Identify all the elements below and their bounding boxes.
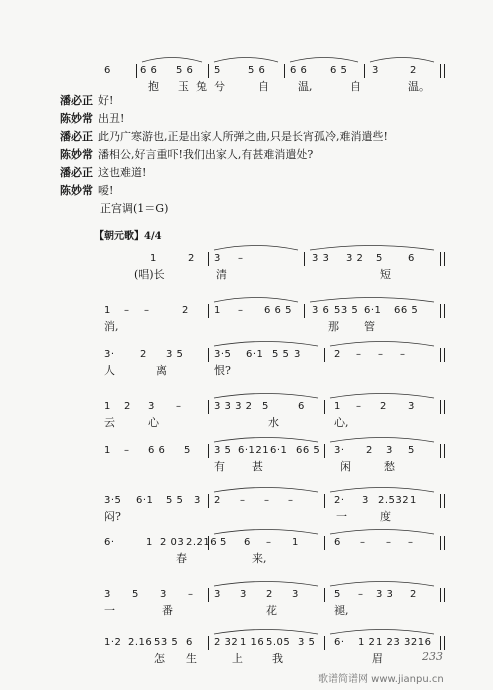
note-group: 1 bbox=[410, 495, 417, 506]
note-group: 3 bbox=[240, 589, 247, 600]
note-group: – bbox=[358, 589, 364, 600]
note-group: 2 bbox=[266, 589, 273, 600]
slur-arc bbox=[330, 630, 434, 635]
lyric-syllable: 花 bbox=[266, 604, 277, 617]
note-group: 5 5 bbox=[166, 495, 184, 506]
slur-arc bbox=[330, 582, 434, 587]
note-group: 6·1 bbox=[136, 495, 154, 506]
bar-line bbox=[304, 304, 305, 318]
slur-arc bbox=[214, 394, 318, 399]
note-group: 3 bbox=[292, 589, 299, 600]
bar-line bbox=[208, 494, 209, 508]
note-group: – bbox=[266, 537, 272, 548]
note-group: 5 bbox=[214, 65, 221, 76]
note-group: 5 bbox=[408, 445, 415, 456]
note-group: 2 bbox=[410, 65, 417, 76]
tune-name: 【朝元歌】 bbox=[94, 231, 144, 242]
bar-line bbox=[208, 400, 209, 414]
note-group: 2.216 bbox=[186, 537, 218, 548]
note-group: 1 bbox=[146, 537, 153, 548]
note-group: 1 bbox=[292, 537, 299, 548]
note-group: 2 bbox=[182, 305, 189, 316]
slur-arc bbox=[370, 58, 434, 63]
lyric-syllable: 温, bbox=[298, 80, 313, 93]
lyric-syllable: 心 bbox=[148, 416, 159, 429]
note-group: 3· bbox=[334, 445, 345, 456]
note-group: 2 bbox=[380, 401, 387, 412]
bar-line bbox=[364, 64, 365, 78]
staff-line bbox=[0, 628, 493, 665]
note-group: 3 bbox=[294, 349, 301, 360]
bar-line bbox=[136, 64, 137, 78]
lyric-syllable: 我 bbox=[272, 652, 283, 665]
dialogue-text: 潘相公,好言重吓!我们出家人,有甚难消遣处? bbox=[98, 148, 314, 161]
note-group: – bbox=[356, 349, 362, 360]
note-group: 3 bbox=[386, 445, 393, 456]
slur-arc bbox=[214, 342, 318, 347]
note-group: 6·1 bbox=[246, 349, 264, 360]
speaker-name: 潘必正 bbox=[60, 130, 93, 143]
staff-line bbox=[0, 486, 493, 523]
note-group: 3· bbox=[104, 349, 115, 360]
lyric-syllable: 自 bbox=[350, 80, 361, 93]
note-group: 1 bbox=[104, 445, 111, 456]
bar-line bbox=[304, 252, 305, 266]
note-group: 5 bbox=[220, 537, 227, 548]
lyric-syllable: 自 bbox=[258, 80, 269, 93]
slur-arc bbox=[142, 58, 202, 63]
lyric-syllable: 人 bbox=[104, 364, 115, 377]
note-group: 3·5 bbox=[214, 349, 232, 360]
bar-line bbox=[440, 536, 445, 550]
note-group: 2· bbox=[334, 495, 345, 506]
note-group: – bbox=[238, 253, 244, 264]
bar-line bbox=[440, 400, 445, 414]
slur-arc bbox=[290, 58, 358, 63]
lyric-syllable: 愁 bbox=[384, 460, 395, 473]
lyric-syllable: 眉 bbox=[372, 652, 383, 665]
lyric-syllable: 有 bbox=[214, 460, 225, 473]
note-group: 1 bbox=[214, 305, 221, 316]
note-group: 6 6 bbox=[290, 65, 308, 76]
note-group: 3 bbox=[214, 589, 221, 600]
note-group: 3 bbox=[372, 65, 379, 76]
dialogue-line bbox=[60, 110, 124, 126]
bar-line bbox=[208, 636, 209, 650]
slur-arc bbox=[330, 488, 434, 493]
bar-line bbox=[324, 348, 325, 362]
note-group: 5 6 bbox=[248, 65, 266, 76]
note-group: 5 bbox=[184, 445, 191, 456]
lyric-syllable: 上 bbox=[232, 652, 243, 665]
bar-line bbox=[440, 304, 445, 318]
bar-line bbox=[440, 252, 445, 266]
note-group: 6·1 bbox=[364, 305, 382, 316]
lyric-syllable: 甚 bbox=[252, 460, 263, 473]
lyric-syllable: 云 bbox=[104, 416, 115, 429]
dialogue-line bbox=[60, 182, 113, 198]
lyric-syllable: 生 bbox=[186, 652, 197, 665]
lyric-syllable: 那 bbox=[328, 320, 339, 333]
bar-line bbox=[440, 444, 445, 458]
note-group: 2 bbox=[124, 401, 131, 412]
note-group: 2 03 bbox=[160, 537, 185, 548]
note-group: 1 bbox=[104, 401, 111, 412]
note-group: – bbox=[124, 445, 130, 456]
note-group: 3 bbox=[214, 253, 221, 264]
slur-arc bbox=[330, 438, 434, 443]
note-group: 3 6 bbox=[312, 305, 330, 316]
slur-arc bbox=[310, 298, 434, 303]
note-group: 3 3 bbox=[312, 253, 330, 264]
watermark: 歌谱简谱网 www.jianpu.cn bbox=[318, 674, 444, 685]
lyric-syllable: 水 bbox=[268, 416, 279, 429]
note-group: 66 5 bbox=[296, 445, 321, 456]
lyric-syllable: 番 bbox=[162, 604, 173, 617]
note-group: 3216 bbox=[404, 637, 432, 648]
bar-line bbox=[208, 304, 209, 318]
lyric-syllable: 抱 bbox=[148, 80, 159, 93]
page-number: 233 bbox=[422, 650, 443, 663]
note-group: 6 6 bbox=[140, 65, 158, 76]
note-group: 3 3 3 2 bbox=[214, 401, 253, 412]
slur-group bbox=[0, 244, 493, 278]
dialogue-text: 嗳! bbox=[98, 184, 114, 197]
note-group: 3 bbox=[362, 495, 369, 506]
note-group: – bbox=[144, 305, 150, 316]
lyric-syllable: 春 bbox=[176, 552, 187, 565]
note-group: 3·5 bbox=[104, 495, 122, 506]
bar-line bbox=[324, 588, 325, 602]
staff-line bbox=[0, 528, 493, 565]
note-group: 3 bbox=[148, 401, 155, 412]
note-group: 5.05 bbox=[266, 637, 291, 648]
bar-line bbox=[324, 636, 325, 650]
note-group: – bbox=[124, 305, 130, 316]
lyric-syllable: 心, bbox=[334, 416, 349, 429]
staff-line bbox=[0, 392, 493, 429]
slur-arc bbox=[214, 58, 278, 63]
slur-arc bbox=[214, 488, 318, 493]
slur-arc bbox=[214, 630, 318, 635]
slur-arc bbox=[214, 438, 318, 443]
bar-line bbox=[208, 252, 209, 266]
note-group: 5 bbox=[262, 401, 269, 412]
lyric-syllable: 离 bbox=[156, 364, 167, 377]
note-group: 3 5 bbox=[298, 637, 316, 648]
note-group: 1 bbox=[150, 253, 157, 264]
staff-line bbox=[0, 56, 493, 93]
note-group: 3 3 bbox=[376, 589, 394, 600]
speaker-name: 陈妙常 bbox=[60, 184, 93, 197]
slur-arc bbox=[214, 530, 318, 535]
bar-line bbox=[208, 64, 209, 78]
bar-line bbox=[208, 588, 209, 602]
note-group: – bbox=[240, 495, 246, 506]
dialogue-line bbox=[60, 92, 113, 108]
note-group: 6 6 5 bbox=[264, 305, 292, 316]
note-group: 1 16 bbox=[240, 637, 265, 648]
lyric-syllable: 清 bbox=[216, 268, 227, 281]
slur-arc bbox=[330, 394, 434, 399]
note-group: 6 bbox=[334, 537, 341, 548]
note-group: – bbox=[288, 495, 294, 506]
note-group: 6 bbox=[186, 637, 193, 648]
note-group: 53 5 bbox=[334, 305, 359, 316]
bar-line bbox=[440, 636, 445, 650]
dialogue-text: 出丑! bbox=[98, 112, 125, 125]
note-group: – bbox=[264, 495, 270, 506]
staff-line bbox=[0, 436, 493, 473]
note-group: 1 bbox=[104, 305, 111, 316]
lyric-syllable: 管 bbox=[364, 320, 375, 333]
note-group: – bbox=[408, 537, 414, 548]
note-group: 3 5 bbox=[214, 445, 232, 456]
bar-line bbox=[324, 536, 325, 550]
slur-arc bbox=[330, 530, 434, 535]
lyric-syllable: 一 bbox=[336, 510, 347, 523]
note-group: 3 5 bbox=[166, 349, 184, 360]
note-group: 5 5 bbox=[272, 349, 290, 360]
lyric-syllable: 闷? bbox=[104, 510, 121, 523]
note-group: 3 bbox=[194, 495, 201, 506]
slur-arc bbox=[310, 246, 434, 251]
speaker-name: 陈妙常 bbox=[60, 112, 93, 125]
bar-line bbox=[324, 400, 325, 414]
dialogue-line bbox=[60, 164, 146, 180]
bar-line bbox=[208, 348, 209, 362]
note-group: 2 bbox=[214, 495, 221, 506]
slur-arc bbox=[214, 298, 298, 303]
note-group: 1·2 bbox=[104, 637, 122, 648]
note-group: 6· bbox=[104, 537, 115, 548]
lyric-syllable: 褪, bbox=[334, 604, 349, 617]
note-group: 6 6 bbox=[148, 445, 166, 456]
time-signature: 4/4 bbox=[144, 231, 162, 242]
note-group: 6· bbox=[334, 637, 345, 648]
slur-arc bbox=[214, 582, 318, 587]
note-group: 6 bbox=[298, 401, 305, 412]
note-group: 53 5 bbox=[154, 637, 179, 648]
note-group: – bbox=[238, 305, 244, 316]
lyric-syllable: 玉 bbox=[178, 80, 189, 93]
note-group: 1 23 bbox=[376, 637, 401, 648]
speaker-name: 陈妙常 bbox=[60, 148, 93, 161]
note-group: 1 2 bbox=[358, 637, 376, 648]
note-group: 2 bbox=[140, 349, 147, 360]
bar-line bbox=[208, 444, 209, 458]
lyric-syllable: 一 bbox=[104, 604, 115, 617]
lyric-syllable: 怎 bbox=[154, 652, 165, 665]
note-group: 6 5 bbox=[330, 65, 348, 76]
note-group: – bbox=[378, 349, 384, 360]
note-group: 3 bbox=[408, 401, 415, 412]
bar-line bbox=[324, 444, 325, 458]
note-group: 6 bbox=[104, 65, 111, 76]
dialogue-text: 好! bbox=[98, 94, 114, 107]
mode-label: 正宫调(1＝G) bbox=[100, 202, 169, 215]
note-group: – bbox=[400, 349, 406, 360]
note-group: 2 32 bbox=[214, 637, 239, 648]
tune-label bbox=[94, 227, 162, 242]
bar-line bbox=[284, 64, 285, 78]
dialogue-line bbox=[60, 128, 388, 144]
note-group: – bbox=[176, 401, 182, 412]
note-group: 2 bbox=[410, 589, 417, 600]
note-group: 3 bbox=[160, 589, 167, 600]
lyric-syllable: 消, bbox=[104, 320, 119, 333]
lyric-syllable: 短 bbox=[380, 268, 391, 281]
note-group: 2 bbox=[188, 253, 195, 264]
staff-line bbox=[0, 580, 493, 617]
note-group: 5 bbox=[132, 589, 139, 600]
note-group: 1 bbox=[334, 401, 341, 412]
note-group: 66 5 bbox=[394, 305, 419, 316]
dialogue-text: 这也难道! bbox=[98, 166, 147, 179]
slur-arc bbox=[214, 246, 298, 251]
lyric-syllable: (唱)长 bbox=[134, 268, 165, 281]
lyric-syllable: 闲 bbox=[340, 460, 351, 473]
speaker-name: 潘必正 bbox=[60, 94, 93, 107]
staff-line bbox=[0, 296, 493, 333]
bar-line bbox=[440, 494, 445, 508]
note-group: – bbox=[188, 589, 194, 600]
bar-line bbox=[440, 348, 445, 362]
note-group: – bbox=[356, 401, 362, 412]
slur-group bbox=[0, 296, 493, 330]
lyric-syllable: 温。 bbox=[408, 80, 430, 93]
lyric-syllable: 恨? bbox=[214, 364, 231, 377]
note-group: 5 bbox=[376, 253, 383, 264]
note-group: – bbox=[386, 537, 392, 548]
note-group: 2 bbox=[334, 349, 341, 360]
bar-line bbox=[440, 588, 445, 602]
dialogue-line bbox=[60, 146, 313, 162]
note-group: 3 2 bbox=[346, 253, 364, 264]
lyric-syllable: 兮 bbox=[214, 80, 225, 93]
note-group: 3 bbox=[104, 589, 111, 600]
note-group: 6 bbox=[408, 253, 415, 264]
slur-arc bbox=[330, 342, 434, 347]
note-group: – bbox=[360, 537, 366, 548]
lyric-syllable: 兔 bbox=[196, 80, 207, 93]
note-group: 2.16 bbox=[128, 637, 153, 648]
note-group: 5 6 bbox=[176, 65, 194, 76]
note-group: 2.532 bbox=[378, 495, 410, 506]
staff-line bbox=[0, 244, 493, 281]
note-group: 6·121 bbox=[238, 445, 270, 456]
dialogue-text: 此乃广寒游也,正是出家人所弹之曲,只是长宵孤冷,难消遣些! bbox=[98, 130, 388, 143]
lyric-syllable: 度 bbox=[380, 510, 391, 523]
speaker-name: 潘必正 bbox=[60, 166, 93, 179]
slur-group bbox=[0, 486, 493, 520]
note-group: 6 bbox=[244, 537, 251, 548]
note-group: 5 bbox=[334, 589, 341, 600]
lyric-syllable: 来, bbox=[252, 552, 267, 565]
note-group: 2 bbox=[366, 445, 373, 456]
note-group: 6·1 bbox=[270, 445, 288, 456]
bar-line bbox=[440, 64, 445, 78]
bar-line bbox=[324, 494, 325, 508]
staff-line bbox=[0, 340, 493, 377]
